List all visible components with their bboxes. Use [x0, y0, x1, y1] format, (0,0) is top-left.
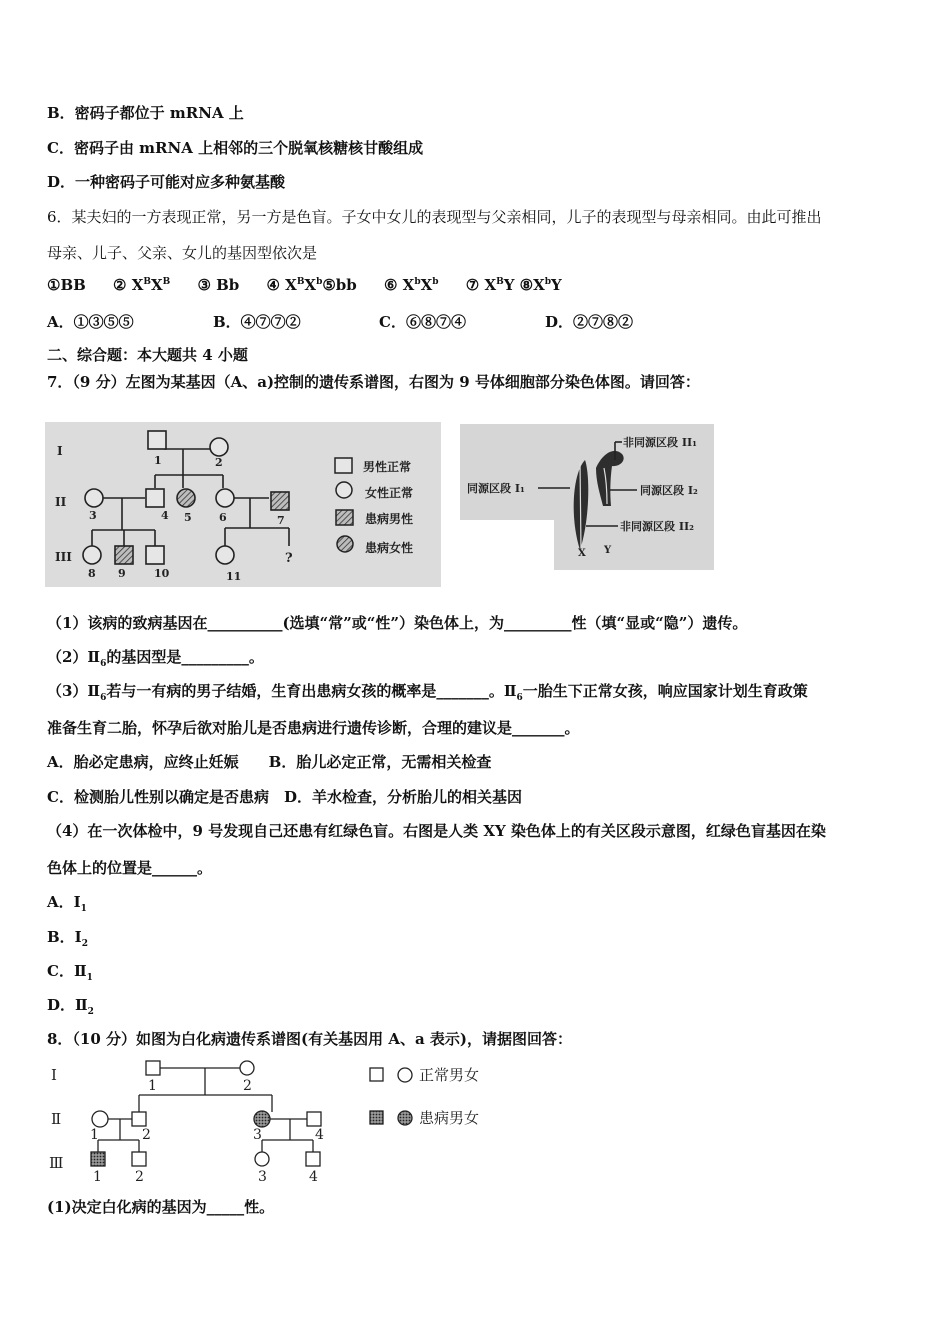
question-7-part4-option-c: C．$Ⅱ_1$ — [47, 962, 93, 983]
legend8-affected-male-icon — [370, 1111, 383, 1124]
num-10: 10 — [154, 567, 170, 580]
gen-label-3: III — [55, 550, 72, 564]
p8-num-III3: 3 — [258, 1169, 267, 1185]
albinism-pedigree-figure — [45, 1056, 505, 1188]
question-6-line1: 6．某夫妇的一方表现正常，另一方是色盲。子女中女儿的表现型与父亲相同，儿子的表现型与母亲相同。由此可推出 — [47, 208, 822, 226]
p8-III2 — [132, 1152, 146, 1166]
pedigree-I2 — [210, 438, 228, 456]
p8-num-III1: 1 — [93, 1169, 102, 1185]
p8-II4 — [307, 1112, 321, 1126]
num-6: 6 — [219, 511, 227, 524]
gen-label-1: I — [57, 444, 63, 458]
option-d: D．一种密码子可能对应多种氨基酸 — [47, 173, 286, 191]
pedigree-figure-7 — [45, 422, 441, 587]
question-7-part4-option-d: D．$Ⅱ_2$ — [47, 996, 94, 1017]
pedigree-II5 — [177, 489, 195, 507]
legend-male-affected: 患病男性 — [365, 512, 414, 526]
legend-female-affected: 患病女性 — [365, 541, 414, 555]
p8-num-I2: 2 — [243, 1078, 252, 1094]
num-2: 2 — [215, 456, 223, 469]
q6-option-b: B．④⑦⑦② — [213, 313, 301, 331]
legend-male-normal-icon — [335, 458, 352, 473]
num-4: 4 — [161, 509, 169, 522]
legend-female-normal-icon — [336, 482, 352, 498]
question-7-part2: $(2)Ⅱ_6$的基因型是_________。 — [47, 648, 264, 669]
pedigree-II4 — [146, 489, 164, 507]
p8-III1 — [91, 1152, 105, 1166]
question-7-part1: （1）该病的致病基因在__________(选填“常”或“性”）染色体上，为_________性（填“显或“隐”）遗传。 — [47, 614, 748, 632]
question-7-part3-line1: $(3)Ⅱ_6$若与一有病的男子结婚，生育出患病女孩的概率是_______。$Ⅱ_6$一胎生下正常女孩，响应国家计划生育政策 — [47, 682, 808, 703]
p8-III3 — [255, 1152, 269, 1166]
legend-male-normal: 男性正常 — [363, 460, 412, 474]
p8-gen-label-1: Ⅰ — [51, 1066, 57, 1084]
option-b: B．密码子都位于 mRNA 上 — [47, 104, 244, 122]
pedigree-III10 — [146, 546, 164, 564]
legend8-normal: 正常男女 — [419, 1066, 480, 1084]
label-x: X — [578, 548, 586, 559]
label-homologous-I1: 同源区段 I₁ — [467, 482, 525, 495]
p8-num-III4: 4 — [309, 1169, 318, 1185]
num-1: 1 — [154, 454, 162, 467]
p8-II2 — [132, 1112, 146, 1126]
question-7-part4-option-b: B．$I_2$ — [47, 928, 88, 949]
label-y: Y — [604, 545, 612, 556]
p8-I2 — [240, 1061, 254, 1075]
p8-num-II3: 3 — [253, 1127, 262, 1143]
legend8-normal-female-icon — [398, 1068, 412, 1082]
p8-num-III2: 2 — [135, 1169, 144, 1185]
question-7-part4-line1: （4）在一次体检中，9 号发现自己还患有红绿色盲。右图是人类 XY 染色体上的有关区段示意图，红绿色盲基因在染 — [47, 822, 826, 840]
q6-option-a: A．①③⑤⑤ — [47, 313, 134, 331]
question-8-stem: 8．（10 分）如图为白化病遗传系谱图(有关基因用 A、a 表示)，请据图回答： — [47, 1030, 573, 1048]
num-5: 5 — [184, 511, 192, 524]
q6-option-c: C．⑥⑧⑦④ — [379, 313, 466, 331]
question-7-part4-option-a: A．$I_1$ — [47, 893, 87, 914]
num-3: 3 — [89, 509, 97, 522]
p8-II1 — [92, 1111, 108, 1127]
gen-label-2: II — [55, 495, 67, 509]
p8-num-II1: 1 — [90, 1127, 99, 1143]
label-nonhomologous-II1: 非同源区段 II₁ — [623, 436, 697, 449]
question-8-part1: (1)决定白化病的基因为_____性。 — [47, 1198, 275, 1216]
question-6-options — [47, 311, 711, 332]
legend8-affected: 患病男女 — [419, 1109, 480, 1127]
question-7-part3-options-cd: C．检测胎儿性别以确定是否患病 D．羊水检查，分析胎儿的相关基因 — [47, 788, 522, 806]
num-11: 11 — [226, 570, 242, 583]
legend-female-normal: 女性正常 — [365, 486, 414, 500]
legend8-normal-male-icon — [370, 1068, 383, 1081]
p8-I1 — [146, 1061, 160, 1075]
p8-II3 — [254, 1111, 270, 1127]
question-7-part3-options-ab: A．胎必定患病，应终止妊娠 B．胎儿必定正常，无需相关检查 — [47, 753, 492, 771]
p8-num-II4: 4 — [315, 1127, 324, 1143]
p8-gen-label-3: Ⅲ — [49, 1154, 64, 1172]
p8-num-II2: 2 — [142, 1127, 151, 1143]
num-8: 8 — [88, 567, 96, 580]
question-7-part4-line2: 色体上的位置是______。 — [47, 859, 213, 877]
pedigree-III9 — [115, 546, 133, 564]
label-nonhomologous-II2: 非同源区段 II₂ — [620, 520, 694, 533]
genotype-list: ①BB ② $X^BX^B$ ③ Bb ④ $X^BX^b⑤bb$ ⑥ $X^bX^b$ ⑦ $X^BY$ $⑧X^bY$ — [47, 276, 562, 294]
question-7-part3-line2: 准备生育二胎，怀孕后欲对胎儿是否患病进行遗传诊断，合理的建议是_______。 — [47, 719, 580, 737]
p8-III4 — [306, 1152, 320, 1166]
pedigree-III8 — [83, 546, 101, 564]
num-unknown: ? — [285, 551, 293, 566]
num-9: 9 — [118, 567, 126, 580]
pedigree-II6 — [216, 489, 234, 507]
pedigree-I1 — [148, 431, 166, 449]
q6-option-d: D．②⑦⑧② — [545, 313, 634, 331]
pedigree-II3 — [85, 489, 103, 507]
label-homologous-I2: 同源区段 I₂ — [640, 484, 698, 497]
section-2-heading: 二、综合题：本大题共 4 小题 — [47, 346, 248, 364]
num-7: 7 — [277, 514, 285, 527]
question-7-stem: 7．（9 分）左图为某基因（A、a)控制的遗传系谱图，右图为 9 号体细胞部分染色体图。请回答： — [47, 373, 700, 391]
question-6-line2: 母亲、儿子、父亲、女儿的基因型依次是 — [47, 244, 318, 262]
p8-num-I1: 1 — [148, 1078, 157, 1094]
legend-male-affected-icon — [336, 510, 353, 525]
option-c: C．密码子由 mRNA 上相邻的三个脱氧核糖核甘酸组成 — [47, 139, 424, 157]
legend8-affected-female-icon — [398, 1111, 412, 1125]
xy-chromosome-figure — [460, 424, 714, 570]
p8-gen-label-2: Ⅱ — [51, 1110, 62, 1128]
pedigree-III11 — [216, 546, 234, 564]
pedigree-II7 — [271, 492, 289, 510]
legend-female-affected-icon — [337, 536, 353, 552]
photo-background — [45, 422, 441, 587]
